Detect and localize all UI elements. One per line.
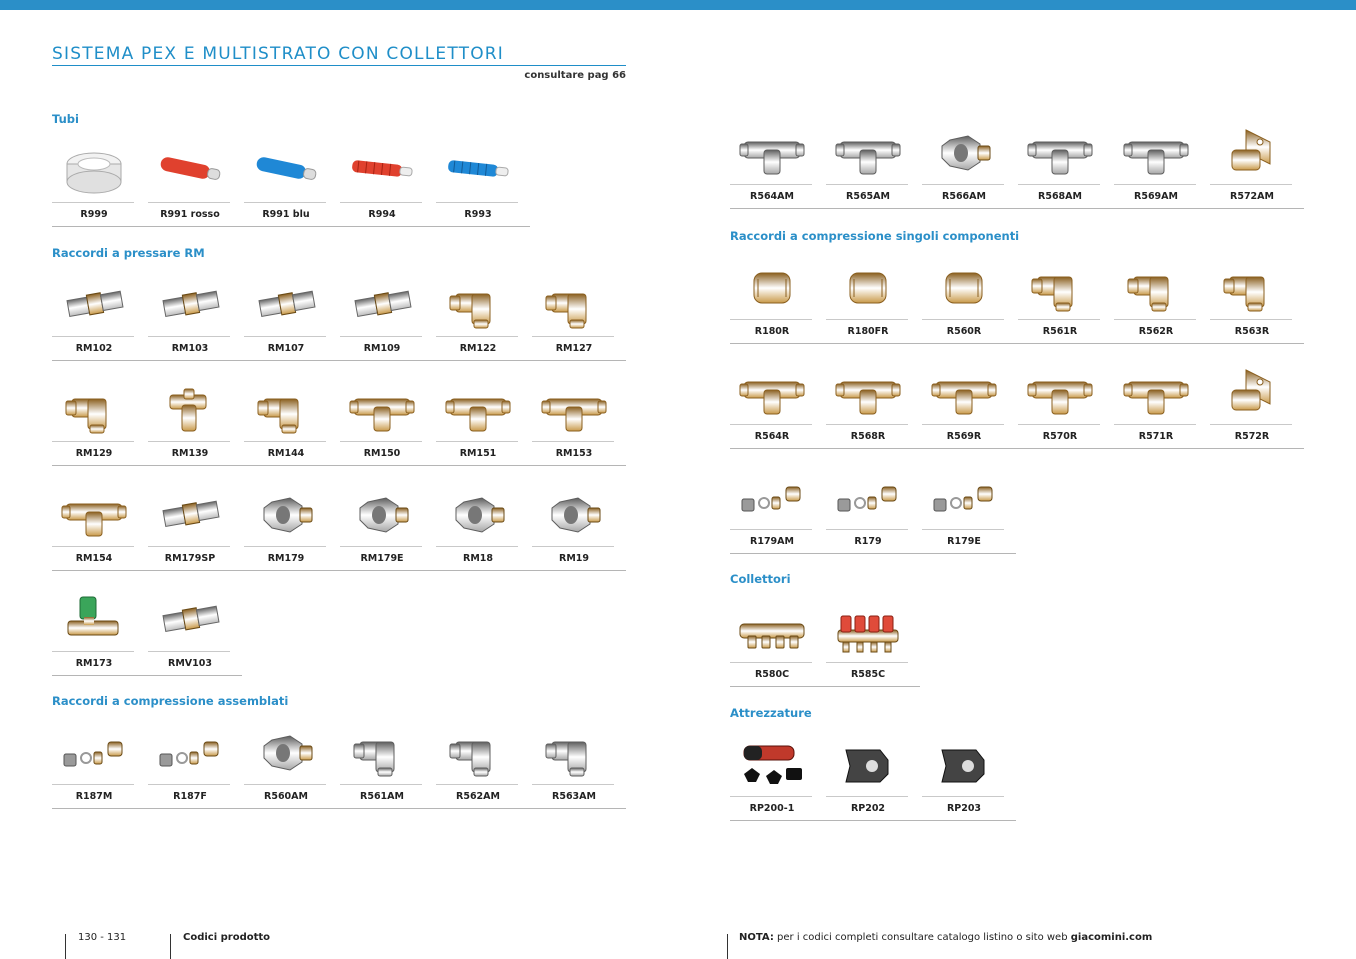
- product-item[interactable]: [1018, 118, 1102, 214]
- product-code: R572R: [1234, 431, 1270, 442]
- item-separator: [52, 202, 134, 203]
- product-code: R994: [368, 209, 396, 220]
- product-item[interactable]: [244, 718, 328, 814]
- nut-fitting-icon: [250, 486, 322, 542]
- item-separator: [436, 441, 518, 442]
- product-item[interactable]: [436, 480, 520, 576]
- section-title: Raccordi a compressione assemblati: [52, 694, 289, 708]
- item-separator: [532, 784, 614, 785]
- product-code: RM107: [267, 343, 305, 354]
- page-reference: consultare pag 66: [524, 70, 626, 81]
- product-code: RM144: [267, 448, 305, 459]
- item-separator: [730, 184, 812, 185]
- item-separator: [436, 202, 518, 203]
- compression-kit-icon: [154, 724, 226, 780]
- product-code: R179AM: [750, 536, 794, 547]
- row-underline: [730, 553, 1016, 554]
- product-item[interactable]: [52, 480, 136, 576]
- product-code: R179: [854, 536, 882, 547]
- product-code: RM18: [463, 553, 493, 564]
- product-item[interactable]: [1114, 118, 1198, 214]
- nut-fitting-icon: [538, 486, 610, 542]
- chrome-elbow-icon: [538, 724, 610, 780]
- item-separator: [436, 336, 518, 337]
- item-separator: [340, 336, 422, 337]
- item-separator: [52, 441, 134, 442]
- brass-tee-icon: [1120, 364, 1192, 420]
- press-tool-icon: [736, 736, 808, 792]
- item-separator: [1114, 184, 1196, 185]
- product-code: R187M: [75, 791, 113, 802]
- item-separator: [730, 796, 812, 797]
- product-code: RM102: [75, 343, 113, 354]
- product-code: RM179E: [360, 553, 404, 564]
- brass-elbow-icon: [1024, 259, 1096, 315]
- website-link[interactable]: giacomini.com: [1070, 932, 1153, 943]
- product-item[interactable]: [52, 375, 136, 471]
- item-separator: [340, 546, 422, 547]
- product-item[interactable]: [730, 118, 814, 214]
- product-item[interactable]: [436, 270, 520, 366]
- press-fitting-icon: [154, 276, 226, 332]
- product-code: R585C: [850, 669, 886, 680]
- elbow-fitting-icon: [250, 381, 322, 437]
- product-code: R563R: [1234, 326, 1270, 337]
- row-underline: [52, 465, 626, 466]
- brass-elbow-icon: [1216, 259, 1288, 315]
- wall-plate-elbow-icon: [1216, 364, 1288, 420]
- item-separator: [52, 336, 134, 337]
- product-item[interactable]: [436, 375, 520, 471]
- item-separator: [826, 319, 908, 320]
- press-jaw-icon: [832, 736, 904, 792]
- item-separator: [148, 546, 230, 547]
- product-item[interactable]: [1114, 358, 1198, 454]
- row-underline: [730, 448, 1304, 449]
- product-item[interactable]: [52, 270, 136, 366]
- press-fitting-icon: [58, 276, 130, 332]
- item-separator: [826, 424, 908, 425]
- product-code: RM179SP: [164, 553, 216, 564]
- item-separator: [730, 662, 812, 663]
- page-title: SISTEMA PEX E MULTISTRATO CON COLLETTORI: [52, 44, 626, 66]
- item-separator: [436, 546, 518, 547]
- product-code: R564R: [754, 431, 790, 442]
- item-separator: [52, 784, 134, 785]
- valve-icon: [58, 591, 130, 647]
- press-fitting-icon: [154, 486, 226, 542]
- footer-page-numbers: 130 - 131: [78, 932, 127, 943]
- chrome-elbow-icon: [442, 724, 514, 780]
- item-separator: [340, 202, 422, 203]
- product-code: R991 blu: [262, 209, 310, 220]
- brass-nipple-icon: [736, 259, 808, 315]
- product-code: R560AM: [264, 791, 308, 802]
- brass-tee-icon: [1024, 364, 1096, 420]
- product-code: R180FR: [847, 326, 889, 337]
- brass-tee-icon: [832, 364, 904, 420]
- item-separator: [148, 651, 230, 652]
- product-code: R187F: [173, 791, 207, 802]
- product-item[interactable]: [922, 253, 1006, 349]
- item-separator: [532, 546, 614, 547]
- compression-kit-icon: [832, 469, 904, 525]
- product-code: R566AM: [942, 191, 986, 202]
- item-separator: [52, 546, 134, 547]
- product-item[interactable]: [1210, 358, 1294, 454]
- product-item[interactable]: [532, 718, 616, 814]
- item-separator: [1210, 424, 1292, 425]
- row-underline: [52, 360, 626, 361]
- product-code: R571R: [1138, 431, 1174, 442]
- note-text: per i codici completi consultare catalogo listino o sito web: [777, 932, 1068, 943]
- row-underline: [730, 208, 1304, 209]
- product-item[interactable]: [1018, 358, 1102, 454]
- tee-fitting-icon: [58, 486, 130, 542]
- product-code: R179E: [947, 536, 981, 547]
- item-separator: [148, 784, 230, 785]
- product-item[interactable]: [436, 718, 520, 814]
- chrome-tee-icon: [832, 124, 904, 180]
- product-code: R568AM: [1038, 191, 1082, 202]
- item-separator: [340, 784, 422, 785]
- item-separator: [826, 529, 908, 530]
- product-item[interactable]: [826, 358, 910, 454]
- product-item[interactable]: [148, 718, 232, 814]
- item-separator: [922, 424, 1004, 425]
- tee-fitting-icon: [538, 381, 610, 437]
- chrome-fitting-icon: [250, 724, 322, 780]
- product-code: RMV103: [168, 658, 212, 669]
- item-separator: [1018, 319, 1100, 320]
- product-code: RM19: [559, 553, 589, 564]
- item-separator: [922, 796, 1004, 797]
- product-item[interactable]: [1210, 253, 1294, 349]
- product-item[interactable]: [730, 730, 814, 826]
- item-separator: [826, 184, 908, 185]
- product-code: RP200-1: [749, 803, 795, 814]
- product-item[interactable]: [826, 730, 910, 826]
- product-code: R561AM: [360, 791, 404, 802]
- elbow-fitting-icon: [58, 381, 130, 437]
- item-separator: [1210, 319, 1292, 320]
- item-separator: [730, 529, 812, 530]
- blue-corrugated-pipe-icon: [442, 142, 514, 198]
- product-code: RP203: [946, 803, 982, 814]
- product-item[interactable]: [532, 480, 616, 576]
- product-code: RM151: [459, 448, 497, 459]
- press-fitting-icon: [346, 276, 418, 332]
- row-underline: [52, 675, 242, 676]
- product-code: R569AM: [1134, 191, 1178, 202]
- product-code: R570R: [1042, 431, 1078, 442]
- product-code: RM129: [75, 448, 113, 459]
- product-item[interactable]: [730, 596, 814, 692]
- product-item[interactable]: [244, 375, 328, 471]
- product-code: RM154: [75, 553, 113, 564]
- row-underline: [730, 343, 1304, 344]
- item-separator: [148, 336, 230, 337]
- item-separator: [244, 202, 326, 203]
- item-separator: [340, 441, 422, 442]
- row-underline: [52, 226, 530, 227]
- brass-nipple-icon: [832, 259, 904, 315]
- product-item[interactable]: [532, 270, 616, 366]
- product-code: RM103: [171, 343, 209, 354]
- item-separator: [148, 202, 230, 203]
- product-code: RP202: [850, 803, 886, 814]
- press-fitting-icon: [250, 276, 322, 332]
- row-underline: [730, 820, 1016, 821]
- product-item[interactable]: [52, 585, 136, 681]
- chrome-tee-icon: [1120, 124, 1192, 180]
- product-code: R572AM: [1230, 191, 1274, 202]
- brass-tee-icon: [928, 364, 1000, 420]
- product-item[interactable]: [148, 270, 232, 366]
- product-code: RM127: [555, 343, 593, 354]
- product-code: RM153: [555, 448, 593, 459]
- product-item[interactable]: [52, 718, 136, 814]
- row-underline: [52, 808, 626, 809]
- item-separator: [826, 662, 908, 663]
- tee-fitting-icon: [442, 381, 514, 437]
- product-code: RM179: [267, 553, 305, 564]
- nut-fitting-icon: [442, 486, 514, 542]
- red-pipe-icon: [154, 142, 226, 198]
- product-item[interactable]: [148, 480, 232, 576]
- item-separator: [922, 184, 1004, 185]
- product-item[interactable]: [730, 463, 814, 559]
- product-item[interactable]: [244, 136, 328, 232]
- row-underline: [52, 570, 626, 571]
- compression-kit-icon: [736, 469, 808, 525]
- product-item[interactable]: [340, 375, 424, 471]
- product-item[interactable]: [826, 118, 910, 214]
- item-separator: [244, 336, 326, 337]
- product-code: R562AM: [456, 791, 500, 802]
- elbow-fitting-icon: [442, 276, 514, 332]
- item-separator: [730, 319, 812, 320]
- product-item[interactable]: [52, 136, 136, 232]
- product-item[interactable]: [148, 136, 232, 232]
- section-title: Raccordi a pressare RM: [52, 246, 205, 260]
- brass-tee-icon: [736, 364, 808, 420]
- product-item[interactable]: [922, 463, 1006, 559]
- footer-divider: [65, 934, 66, 959]
- product-code: R560R: [946, 326, 982, 337]
- item-separator: [1018, 184, 1100, 185]
- product-item[interactable]: [1210, 118, 1294, 214]
- product-code: R580C: [754, 669, 790, 680]
- product-code: R999: [80, 209, 108, 220]
- product-item[interactable]: [532, 375, 616, 471]
- item-separator: [826, 796, 908, 797]
- product-item[interactable]: [244, 270, 328, 366]
- item-separator: [1210, 184, 1292, 185]
- item-separator: [148, 441, 230, 442]
- red-corrugated-pipe-icon: [346, 142, 418, 198]
- brass-elbow-icon: [1120, 259, 1192, 315]
- product-item[interactable]: [922, 730, 1006, 826]
- note-label: NOTA:: [739, 932, 774, 943]
- blue-pipe-icon: [250, 142, 322, 198]
- item-separator: [244, 546, 326, 547]
- product-code: R561R: [1042, 326, 1078, 337]
- product-item[interactable]: [340, 718, 424, 814]
- item-separator: [1018, 424, 1100, 425]
- product-item[interactable]: [436, 136, 520, 232]
- footer-note: [739, 932, 1152, 943]
- product-code: R991 rosso: [160, 209, 220, 220]
- item-separator: [730, 424, 812, 425]
- tee-fitting-icon: [346, 381, 418, 437]
- product-item[interactable]: [826, 253, 910, 349]
- product-item[interactable]: [730, 358, 814, 454]
- item-separator: [922, 319, 1004, 320]
- product-code: RM150: [363, 448, 401, 459]
- product-code: R180R: [754, 326, 790, 337]
- product-item[interactable]: [148, 585, 232, 681]
- product-item[interactable]: [826, 596, 910, 692]
- product-code: RM173: [75, 658, 113, 669]
- footer-section: Codici prodotto: [183, 932, 271, 943]
- product-item[interactable]: [340, 136, 424, 232]
- product-code: RM139: [171, 448, 209, 459]
- press-jaw-icon: [928, 736, 1000, 792]
- product-code: R562R: [1138, 326, 1174, 337]
- product-item[interactable]: [730, 253, 814, 349]
- top-accent-bar: [0, 0, 1356, 10]
- row-underline: [730, 686, 920, 687]
- product-item[interactable]: [922, 358, 1006, 454]
- item-separator: [436, 784, 518, 785]
- item-separator: [244, 441, 326, 442]
- wall-plate-elbow-icon: [1216, 124, 1288, 180]
- product-code: R563AM: [552, 791, 596, 802]
- compression-kit-icon: [58, 724, 130, 780]
- elbow-fitting-icon: [538, 276, 610, 332]
- product-item[interactable]: [922, 118, 1006, 214]
- chrome-tee-icon: [736, 124, 808, 180]
- product-item[interactable]: [826, 463, 910, 559]
- product-code: R993: [464, 209, 492, 220]
- chrome-elbow-icon: [346, 724, 418, 780]
- section-title: Attrezzature: [730, 706, 812, 720]
- item-separator: [922, 529, 1004, 530]
- chrome-fitting-icon: [928, 124, 1000, 180]
- item-separator: [532, 336, 614, 337]
- section-title: Raccordi a compressione singoli componenti: [730, 229, 1020, 243]
- brass-nipple-icon: [928, 259, 1000, 315]
- section-title: Tubi: [52, 112, 79, 126]
- product-code: RM109: [363, 343, 401, 354]
- product-item[interactable]: [1114, 253, 1198, 349]
- wall-elbow-icon: [154, 381, 226, 437]
- item-separator: [1114, 319, 1196, 320]
- item-separator: [52, 651, 134, 652]
- product-item[interactable]: [340, 480, 424, 576]
- product-code: RM122: [459, 343, 497, 354]
- coil-pipe-icon: [58, 142, 130, 198]
- product-code: R569R: [946, 431, 982, 442]
- nut-fitting-icon: [346, 486, 418, 542]
- valve-manifold-icon: [832, 602, 904, 658]
- product-item[interactable]: [1018, 253, 1102, 349]
- chrome-tee-icon: [1024, 124, 1096, 180]
- product-code: R565AM: [846, 191, 890, 202]
- product-code: R568R: [850, 431, 886, 442]
- footer-divider: [727, 934, 728, 959]
- product-item[interactable]: [148, 375, 232, 471]
- compression-kit-icon: [928, 469, 1000, 525]
- footer-divider: [170, 934, 171, 959]
- item-separator: [532, 441, 614, 442]
- product-item[interactable]: [244, 480, 328, 576]
- section-title: Collettori: [730, 572, 791, 586]
- item-separator: [1114, 424, 1196, 425]
- press-fitting-icon: [154, 591, 226, 647]
- manifold-icon: [736, 602, 808, 658]
- product-item[interactable]: [340, 270, 424, 366]
- item-separator: [244, 784, 326, 785]
- product-code: R564AM: [750, 191, 794, 202]
